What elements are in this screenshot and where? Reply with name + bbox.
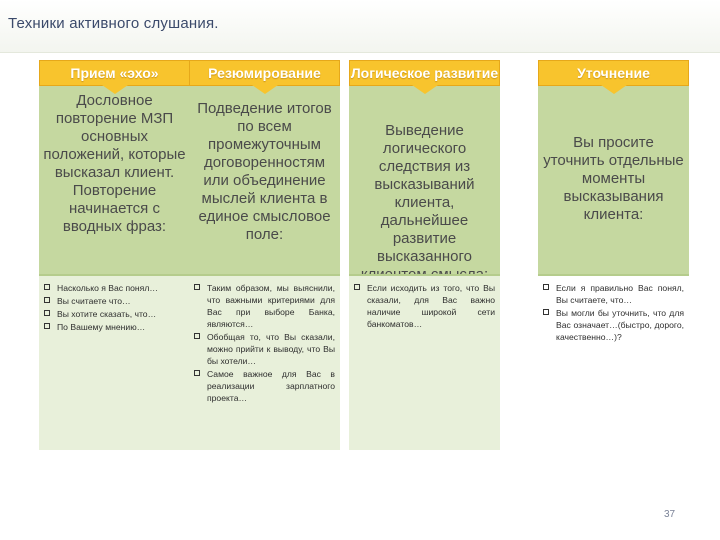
panel-header: Логическое развитие [349,60,500,86]
checkbox-bullet-icon [543,309,549,315]
checkbox-bullet-icon [194,333,200,339]
list-item: Если я правильно Вас понял, Вы считаете, что… [543,282,684,306]
panel-clarification [538,60,689,450]
phrase-list [538,274,689,450]
list-item: По Вашему мнению… [44,321,185,333]
checkbox-bullet-icon [44,284,50,290]
panel-description [189,86,340,274]
list-item: Насколько я Вас понял… [44,282,185,294]
panel-description [39,86,190,274]
panel-description-text: Выведение логического следствия из высказываний клиента, дальнейшее развитие высказанного [374,122,475,265]
list-item: Вы хотите сказать, что… [44,308,185,320]
panel-description-text: Подведение итогов по всем промежуточным договоренностям или объединение мыслей клиента в единое смысловое поле: [197,100,332,243]
panel-logical-development [349,60,500,450]
checkbox-bullet-icon [194,370,200,376]
list-item: Обобщая то, что Вы сказали, можно прийти к выводу, что Вы бы хотели… [194,331,335,367]
panel-header: Резюмирование [189,60,340,86]
list-item: Если исходить из того, что Вы сказали, для Вас важно наличие широкой сети банкоматов… [354,282,495,330]
page-number: 37 [664,509,676,520]
list-item: Вы считаете что… [44,295,185,307]
panel-summarizing [189,60,340,450]
checkbox-bullet-icon [194,284,200,290]
checkbox-bullet-icon [44,323,50,329]
page-title: Техники активного слушания. [8,15,219,32]
panel-header: Уточнение [538,60,689,86]
checkbox-bullet-icon [44,297,50,303]
panel-description-text: Вы просите уточнить отдельные моменты высказывания клиента: [543,134,684,223]
checkbox-bullet-icon [44,310,50,316]
panel-echo [39,60,190,450]
panel-header: Прием «эхо» [39,60,190,86]
checkbox-bullet-icon [543,284,549,290]
list-item: Самое важное для Вас в реализации зарплатного проекта… [194,368,335,404]
phrase-list [349,274,500,450]
phrase-list [39,274,190,450]
panel-description [349,86,500,274]
checkbox-bullet-icon [354,284,360,290]
phrase-list [189,274,340,450]
panel-description-text: Дословное повторение МЗП основных положений, которые высказал клиент. Повторение начинается с вводных фраз: [43,92,186,235]
panel-description [538,86,689,274]
list-item: Вы могли бы уточнить, что для Вас означает…(быстро, дорого, качественно…)? [543,307,684,343]
list-item: Таким образом, мы выяснили, что важными критериями для Вас при выборе Банка, являются… [194,282,335,330]
